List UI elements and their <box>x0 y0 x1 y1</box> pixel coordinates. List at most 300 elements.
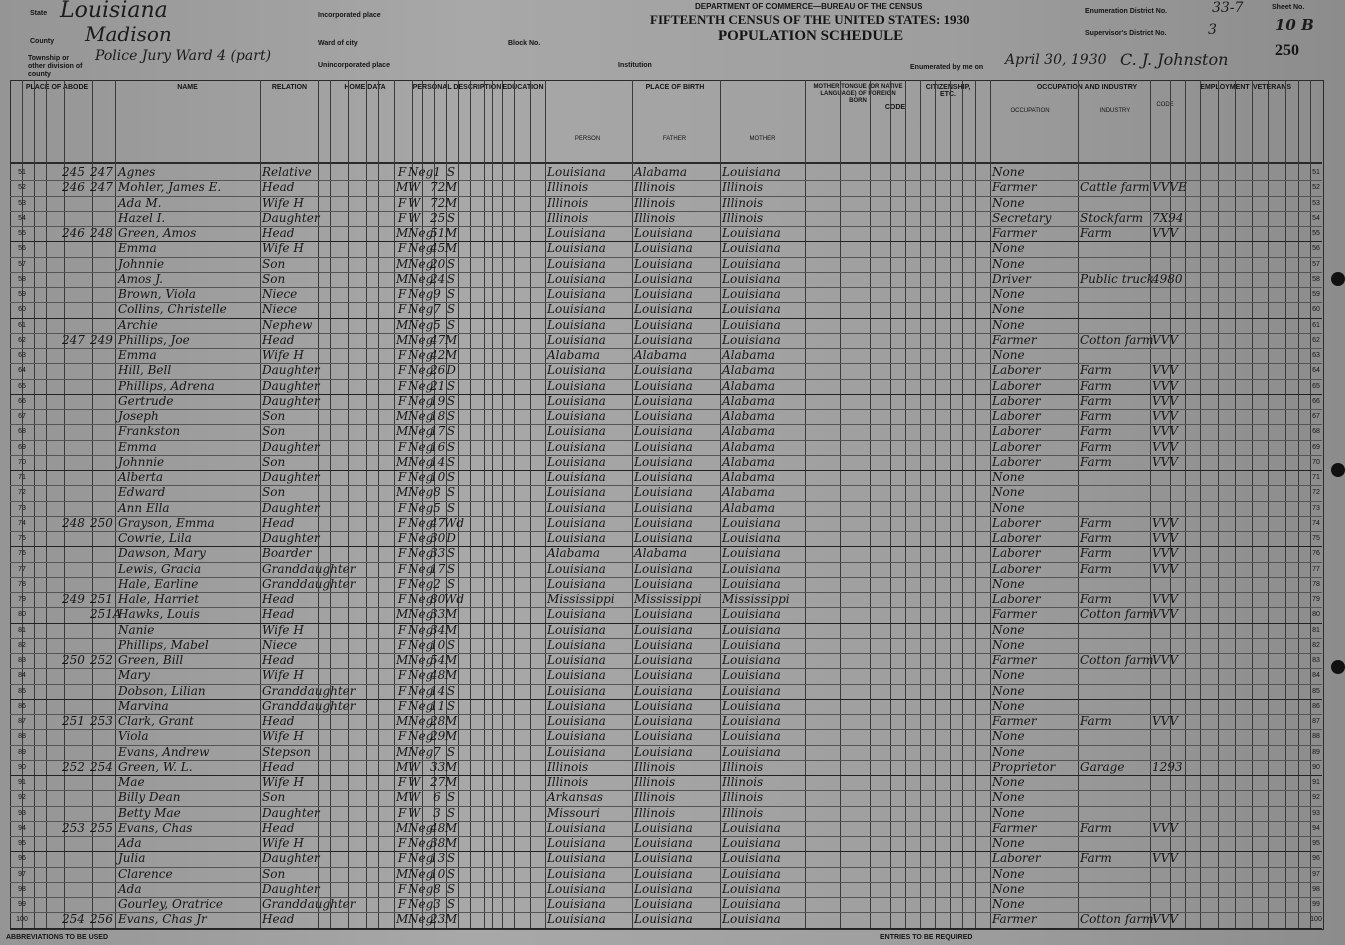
cell-father: Illinois <box>634 759 676 774</box>
cell-line: 94 <box>18 824 26 832</box>
cell-ind: Farm <box>1080 378 1112 393</box>
cell-name: Alberta <box>118 470 163 484</box>
cell-line: 70 <box>18 458 26 466</box>
cell-code <box>1152 501 1188 516</box>
cell-age: 72 <box>430 195 446 210</box>
cell-ind <box>1080 684 1150 699</box>
cell-father: Louisiana <box>634 561 693 576</box>
cell-birth: Louisiana <box>547 485 606 500</box>
cell-dw: 245 <box>62 165 85 179</box>
cell-ms: S <box>446 470 456 484</box>
cell-sex: M <box>396 744 409 759</box>
sheet-value: 10 B <box>1275 16 1314 34</box>
cell-line-right: 76 <box>1312 550 1320 558</box>
group-place-of-abode: PLACE OF ABODE <box>25 84 89 91</box>
cell-ms: S <box>446 805 456 820</box>
cell-age: 48 <box>430 820 446 835</box>
cell-sex: F <box>397 348 407 362</box>
cell-code: VVV <box>1152 363 1178 378</box>
cell-code: VVV <box>1152 820 1178 835</box>
cell-occ: None <box>992 881 1025 896</box>
cell-sex: M <box>396 866 409 881</box>
table-row <box>10 516 1322 531</box>
cell-mother: Louisiana <box>722 226 781 240</box>
cell-dw <box>62 775 90 790</box>
cell-occ: Laborer <box>992 851 1041 866</box>
cell-ms: Wd <box>444 592 465 606</box>
cell-birth: Louisiana <box>547 271 606 286</box>
cell-birth: Alabama <box>547 546 601 561</box>
cell-ind: Cattle farm <box>1080 180 1150 195</box>
cell-dw: 249 <box>62 592 85 606</box>
cell-occ: None <box>992 668 1025 683</box>
cell-code <box>1152 165 1188 180</box>
cell-occ: Laborer <box>992 409 1041 423</box>
cell-father: Louisiana <box>634 576 693 591</box>
cell-code <box>1152 196 1188 211</box>
cell-birth: Missouri <box>547 805 600 820</box>
cell-ms: S <box>446 851 456 866</box>
table-row <box>10 867 1322 882</box>
table-row <box>10 623 1322 638</box>
cell-birth: Illinois <box>547 775 589 789</box>
cell-occ: None <box>992 287 1025 301</box>
cell-rel: Daughter <box>262 210 320 225</box>
cell-fam <box>90 470 118 485</box>
cell-occ: Farmer <box>992 714 1037 728</box>
cell-father: Louisiana <box>634 500 693 515</box>
cell-dw <box>62 546 90 561</box>
cell-ms: M <box>444 241 458 256</box>
cell-father: Louisiana <box>634 531 693 545</box>
cell-code: VVV <box>1152 439 1178 454</box>
table-row <box>10 851 1322 866</box>
cell-race: Neg <box>408 561 434 576</box>
cell-race: Neg <box>408 500 434 515</box>
cell-line-right: 89 <box>1312 748 1320 756</box>
cell-rel: Head <box>262 226 295 240</box>
cell-line: 98 <box>18 885 26 893</box>
table-row <box>10 272 1322 287</box>
cell-race: Neg <box>408 622 434 637</box>
cell-ind: Cotton farm <box>1080 332 1154 347</box>
cell-line-right: 59 <box>1312 291 1320 298</box>
cell-ind <box>1080 501 1150 516</box>
cell-birth: Louisiana <box>547 500 606 515</box>
cell-line-right: 53 <box>1312 199 1320 207</box>
sheet-label: Sheet No. <box>1272 4 1305 11</box>
cell-birth: Illinois <box>547 195 589 210</box>
cell-mother: Mississippi <box>722 592 790 606</box>
cell-occ: None <box>992 729 1025 744</box>
binder-hole-top <box>1331 272 1345 286</box>
cell-fam: 254 <box>90 759 113 774</box>
cell-mother: Alabama <box>722 454 776 469</box>
group-citizenship: CITIZENSHIP, ETC. <box>925 84 971 98</box>
cell-mother: Louisiana <box>722 820 781 835</box>
cell-line: 86 <box>18 702 26 710</box>
cell-line: 72 <box>18 489 26 497</box>
cell-code: VVV <box>1152 851 1178 866</box>
cell-name: Green, Bill <box>118 653 184 667</box>
cell-race: Neg <box>408 241 434 256</box>
cell-sex: F <box>397 836 407 850</box>
table-row <box>10 363 1322 378</box>
cell-race: Neg <box>408 363 434 378</box>
cell-fam <box>90 668 118 683</box>
cell-occ: Laborer <box>992 515 1041 530</box>
cell-code <box>1152 318 1188 333</box>
cell-mother: Alabama <box>722 363 776 378</box>
cell-age: 17 <box>430 424 446 439</box>
cell-ms: D <box>446 531 456 545</box>
cell-ms: S <box>446 271 456 286</box>
cell-mother: Louisiana <box>722 271 781 286</box>
cell-mother: Alabama <box>722 393 776 408</box>
cell-sex: F <box>397 287 407 301</box>
cell-age: 7 <box>433 744 441 759</box>
cell-name: Hill, Bell <box>118 363 172 378</box>
cell-rel: Head <box>262 592 295 606</box>
cell-ind: Cotton farm <box>1080 607 1154 622</box>
cell-father: Louisiana <box>634 363 693 378</box>
cell-dw <box>62 409 90 424</box>
cell-line: 87 <box>18 718 26 725</box>
cell-ind: Public truck <box>1080 271 1154 286</box>
table-row <box>10 760 1322 775</box>
cell-ind <box>1080 897 1150 912</box>
cell-birth: Louisiana <box>547 256 606 271</box>
cell-occ: None <box>992 897 1025 911</box>
cell-ind: Farm <box>1080 531 1112 545</box>
cell-father: Louisiana <box>634 698 693 713</box>
cell-sex: M <box>396 454 409 469</box>
cell-fam <box>90 623 118 638</box>
cell-rel: Head <box>262 820 295 835</box>
cell-mother: Louisiana <box>722 851 781 866</box>
cell-race: Neg <box>408 409 434 423</box>
cell-code: VVVE <box>1152 180 1187 195</box>
cell-ind: Farm <box>1080 393 1112 408</box>
cell-fam: 251 <box>90 592 113 606</box>
cell-mother: Illinois <box>722 759 764 774</box>
cell-fam <box>90 745 118 760</box>
cell-line: 84 <box>18 672 26 680</box>
footer-abbreviations: ABBREVIATIONS TO BE USED <box>6 934 109 941</box>
cell-mother: Louisiana <box>722 653 781 667</box>
cell-father: Louisiana <box>634 439 693 454</box>
cell-birth: Louisiana <box>547 820 606 835</box>
cell-ms: M <box>444 912 458 927</box>
cell-birth: Louisiana <box>547 515 606 530</box>
cell-ms: M <box>444 820 458 835</box>
cell-birth: Louisiana <box>547 241 606 256</box>
cell-race: Neg <box>408 317 434 332</box>
cell-rel: Daughter <box>262 881 320 896</box>
cell-code: 7X94 <box>1152 210 1184 225</box>
cell-age: 11 <box>430 698 446 713</box>
cell-mother: Alabama <box>722 439 776 454</box>
cell-line: 55 <box>18 230 26 237</box>
cell-birth: Louisiana <box>547 439 606 454</box>
cell-birth: Mississippi <box>547 592 615 606</box>
cell-race: W <box>408 759 421 774</box>
cell-race: Neg <box>408 820 434 835</box>
county-value: Madison <box>85 22 172 46</box>
cell-age: 33 <box>430 607 446 622</box>
cell-sex: M <box>396 912 409 927</box>
cell-occ: None <box>992 195 1025 210</box>
cell-father: Illinois <box>634 790 676 805</box>
cell-ind <box>1080 165 1150 180</box>
cell-fam <box>90 836 118 851</box>
table-row <box>10 531 1322 546</box>
table-row <box>10 211 1322 226</box>
cell-mother: Louisiana <box>722 622 781 637</box>
cell-race: Neg <box>408 287 434 301</box>
table-row <box>10 302 1322 317</box>
cell-name: Cowrie, Lila <box>118 531 192 545</box>
cell-mother: Illinois <box>722 210 764 225</box>
cell-race: Neg <box>408 256 434 271</box>
cell-occ: Proprietor <box>992 759 1056 774</box>
cell-father: Alabama <box>634 546 688 561</box>
cell-name: Mae <box>118 775 145 789</box>
cell-ind <box>1080 806 1150 821</box>
cell-race: Neg <box>408 378 434 393</box>
cell-code <box>1152 790 1188 805</box>
cell-age: 3 <box>433 805 441 820</box>
cell-ind <box>1080 302 1150 317</box>
cell-dw <box>62 531 90 546</box>
cell-code <box>1152 241 1188 256</box>
cell-occ: Laborer <box>992 439 1041 454</box>
cell-ind <box>1080 623 1150 638</box>
cell-line: 83 <box>18 657 26 664</box>
col-father: FATHER <box>662 136 687 142</box>
table-row <box>10 333 1322 348</box>
table-row <box>10 836 1322 851</box>
cell-name: Evans, Andrew <box>118 744 210 759</box>
cell-sex: F <box>397 470 407 484</box>
cell-name: Julia <box>118 851 146 866</box>
cell-birth: Louisiana <box>547 881 606 896</box>
cell-mother: Louisiana <box>722 165 781 179</box>
cell-birth: Louisiana <box>547 897 606 911</box>
cell-fam <box>90 409 118 424</box>
cell-occ: Laborer <box>992 561 1041 576</box>
cell-birth: Illinois <box>547 180 589 195</box>
cell-sex: F <box>397 439 407 454</box>
group-employment: EMPLOYMENT <box>1200 84 1250 91</box>
cell-age: 14 <box>430 454 446 469</box>
cell-code: VVV <box>1152 714 1178 728</box>
cell-age: 47 <box>430 515 446 530</box>
cell-father: Louisiana <box>634 653 693 667</box>
cell-rel: Granddaughter <box>262 683 356 698</box>
cell-fam <box>90 394 118 409</box>
cell-occ: Laborer <box>992 454 1041 469</box>
cell-code: VVV <box>1152 515 1178 530</box>
cell-name: Hale, Harriet <box>118 592 200 606</box>
institution-label: Institution <box>618 62 652 69</box>
cell-line-right: 68 <box>1312 428 1320 436</box>
cell-dw: 246 <box>62 226 85 240</box>
cell-age: 29 <box>430 729 446 744</box>
cell-ind <box>1080 745 1150 760</box>
enum-district-value: 33-7 <box>1212 0 1244 16</box>
dept-line: DEPARTMENT OF COMMERCE—BUREAU OF THE CENSUS <box>695 2 923 11</box>
cell-line: 61 <box>18 321 26 329</box>
cell-mother: Alabama <box>722 470 776 484</box>
cell-father: Louisiana <box>634 393 693 408</box>
cell-occ: Laborer <box>992 393 1041 408</box>
cell-dw <box>62 424 90 439</box>
cell-ind: Cotton farm <box>1080 912 1154 927</box>
cell-occ: Laborer <box>992 531 1041 545</box>
table-row <box>10 470 1322 485</box>
cell-sex: F <box>397 897 407 911</box>
cell-mother: Louisiana <box>722 836 781 850</box>
cell-line: 80 <box>18 611 26 619</box>
cell-birth: Louisiana <box>547 683 606 698</box>
cell-ms: S <box>446 897 456 911</box>
cell-father: Louisiana <box>634 714 693 728</box>
cell-code <box>1152 836 1188 851</box>
table-row <box>10 897 1322 912</box>
group-personal: PERSONAL DESCRIPTION <box>412 84 502 91</box>
cell-mother: Illinois <box>722 775 764 789</box>
group-education: EDUCATION <box>502 84 544 91</box>
cell-mother: Louisiana <box>722 531 781 545</box>
cell-mother: Louisiana <box>722 881 781 896</box>
cell-code: VVV <box>1152 409 1178 423</box>
cell-rel: Wife H <box>262 195 304 210</box>
cell-line-right: 87 <box>1312 718 1320 725</box>
cell-line-right: 79 <box>1312 596 1320 603</box>
cell-sex: F <box>397 241 407 256</box>
cell-name: Hazel I. <box>118 210 166 225</box>
cell-occ: None <box>992 790 1025 805</box>
cell-line: 71 <box>18 474 26 481</box>
cell-code <box>1152 302 1188 317</box>
cell-dw <box>62 668 90 683</box>
cell-occ: Laborer <box>992 363 1041 378</box>
cell-ms: S <box>446 378 456 393</box>
cell-ms: S <box>446 454 456 469</box>
table-row <box>10 912 1322 927</box>
cell-line-right: 91 <box>1312 779 1320 786</box>
cell-ind: Stockfarm <box>1080 210 1143 225</box>
cell-ms: S <box>446 683 456 698</box>
cell-sex: F <box>397 500 407 515</box>
cell-ind: Farm <box>1080 820 1112 835</box>
cell-rel: Wife H <box>262 729 304 744</box>
table-row <box>10 653 1322 668</box>
cell-line: 81 <box>18 626 26 634</box>
cell-ms: D <box>446 363 456 378</box>
cell-ind: Garage <box>1080 759 1125 774</box>
cell-rel: Stepson <box>262 744 311 759</box>
cell-name: Evans, Chas Jr <box>118 912 207 927</box>
cell-ind <box>1080 577 1150 592</box>
cell-line-right: 80 <box>1312 611 1320 619</box>
cell-code: VVV <box>1152 531 1178 545</box>
cell-sex: F <box>397 531 407 545</box>
cell-birth: Louisiana <box>547 409 606 423</box>
cell-father: Louisiana <box>634 607 693 622</box>
cell-fam <box>90 577 118 592</box>
table-row <box>10 165 1322 180</box>
cell-line-right: 90 <box>1312 763 1320 771</box>
cell-dw: 250 <box>62 653 85 667</box>
cell-ind <box>1080 638 1150 653</box>
cell-age: 54 <box>430 653 446 667</box>
cell-age: 33 <box>430 546 446 561</box>
cell-age: 34 <box>430 622 446 637</box>
cell-race: Neg <box>408 714 434 728</box>
cell-rel: Granddaughter <box>262 897 356 911</box>
cell-line-right: 62 <box>1312 336 1320 344</box>
cell-ms: S <box>446 576 456 591</box>
cell-fam: 251A <box>90 607 122 622</box>
cell-occ: Farmer <box>992 912 1037 927</box>
cell-fam <box>90 363 118 378</box>
cell-father: Louisiana <box>634 668 693 683</box>
cell-code <box>1152 623 1188 638</box>
table-row <box>10 348 1322 363</box>
cell-ms: S <box>446 500 456 515</box>
cell-name: Collins, Christelle <box>118 302 227 317</box>
cell-occ: None <box>992 622 1025 637</box>
cell-ms: S <box>446 393 456 408</box>
cell-line: 88 <box>18 733 26 741</box>
cell-father: Louisiana <box>634 744 693 759</box>
cell-sex: M <box>396 256 409 271</box>
cell-mother: Louisiana <box>722 668 781 683</box>
cell-code: VVV <box>1152 592 1178 606</box>
cell-name: Marvina <box>118 698 169 713</box>
cell-ind <box>1080 867 1150 882</box>
cell-fam: 248 <box>90 226 113 240</box>
cell-age: 5 <box>433 317 441 332</box>
cell-sex: M <box>396 332 409 347</box>
cell-fam <box>90 790 118 805</box>
cell-code <box>1152 729 1188 744</box>
group-home-data: HOME DATA <box>344 84 386 91</box>
cell-race: W <box>408 210 421 225</box>
cell-dw <box>62 501 90 516</box>
cell-race: Neg <box>408 668 434 683</box>
cell-birth: Louisiana <box>547 317 606 332</box>
cell-line: 57 <box>18 260 26 268</box>
cell-name: Dawson, Mary <box>118 546 206 561</box>
cell-age: 72 <box>430 180 446 195</box>
cell-fam <box>90 379 118 394</box>
cell-father: Illinois <box>634 180 676 195</box>
cell-mother: Alabama <box>722 378 776 393</box>
cell-sex: M <box>396 653 409 667</box>
cell-code <box>1152 348 1188 363</box>
cell-name: Johnnie <box>118 454 165 469</box>
cell-ms: S <box>446 439 456 454</box>
cell-sex: F <box>397 637 407 652</box>
cell-line: 78 <box>18 580 26 588</box>
cell-occ: Laborer <box>992 592 1041 606</box>
cell-line-right: 51 <box>1312 169 1320 176</box>
cell-mother: Louisiana <box>722 241 781 256</box>
cell-line: 79 <box>18 596 26 603</box>
